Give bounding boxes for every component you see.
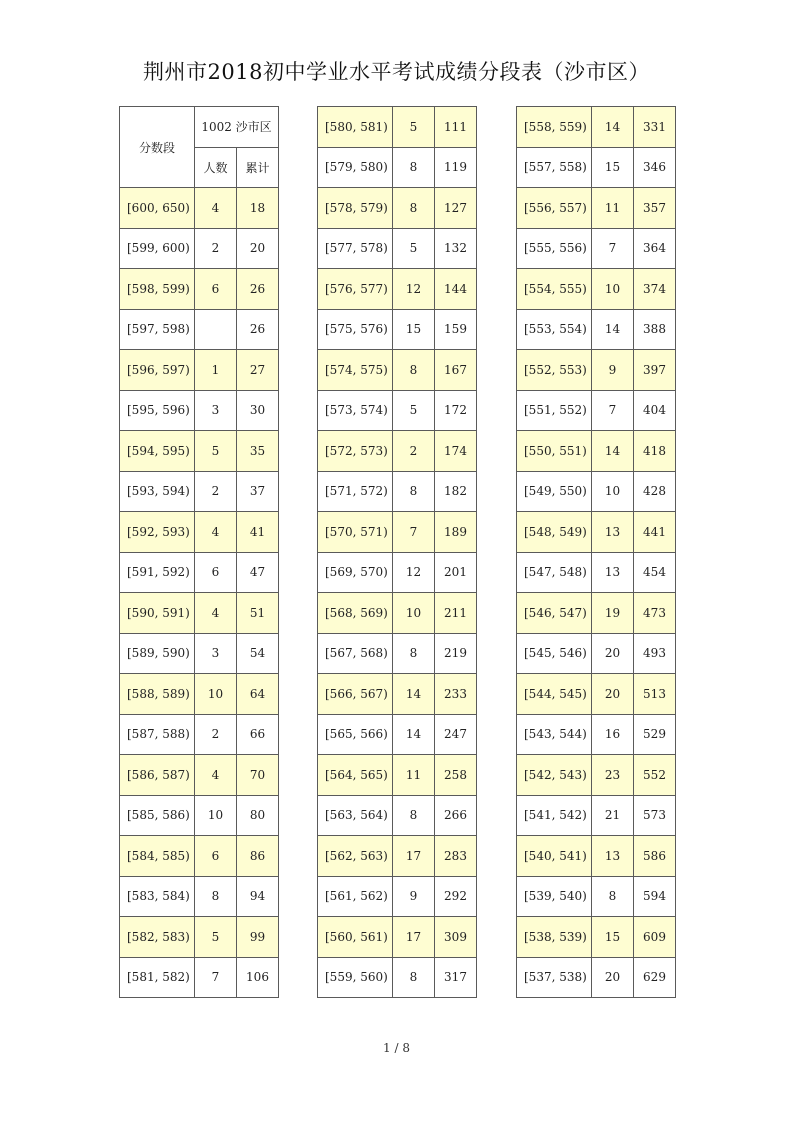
count-cell: 1 (195, 350, 237, 391)
score-range-cell: [570, 571) (318, 512, 393, 553)
score-range-cell: [550, 551) (517, 431, 592, 472)
score-range-cell: [563, 564) (318, 795, 393, 836)
cumulative-cell: 573 (634, 795, 676, 836)
cumulative-cell: 159 (435, 309, 477, 350)
count-cell: 4 (195, 755, 237, 796)
cumulative-cell: 211 (435, 593, 477, 634)
cumulative-cell: 66 (237, 714, 279, 755)
count-cell: 17 (393, 836, 435, 877)
count-cell: 6 (195, 552, 237, 593)
count-cell: 10 (195, 674, 237, 715)
score-range-cell: [548, 549) (517, 512, 592, 553)
count-cell: 4 (195, 188, 237, 229)
score-range-cell: [558, 559) (517, 107, 592, 148)
cumulative-cell: 247 (435, 714, 477, 755)
count-cell: 4 (195, 593, 237, 634)
score-range-cell: [583, 584) (120, 876, 195, 917)
table-row (318, 836, 477, 877)
score-range-cell: [545, 546) (517, 633, 592, 674)
count-cell (195, 309, 237, 350)
count-cell: 17 (393, 917, 435, 958)
table-row (517, 228, 676, 269)
cumulative-cell: 283 (435, 836, 477, 877)
table-row (120, 431, 279, 472)
table-row (120, 593, 279, 634)
table-row (517, 917, 676, 958)
score-range-cell: [580, 581) (318, 107, 393, 148)
table-row (318, 471, 477, 512)
table-row (318, 552, 477, 593)
score-range-cell: [596, 597) (120, 350, 195, 391)
table-row (318, 390, 477, 431)
score-range-cell: [542, 543) (517, 755, 592, 796)
table-row (517, 147, 676, 188)
page-number: 1 / 8 (383, 1041, 410, 1055)
score-range-cell: [589, 590) (120, 633, 195, 674)
cumulative-cell: 258 (435, 755, 477, 796)
count-cell: 12 (393, 552, 435, 593)
cumulative-cell: 30 (237, 390, 279, 431)
table-row (120, 836, 279, 877)
score-range-cell: [588, 589) (120, 674, 195, 715)
count-cell: 14 (592, 309, 634, 350)
table-row (120, 957, 279, 998)
cumulative-cell: 182 (435, 471, 477, 512)
header-count: 人数 (195, 147, 237, 188)
score-range-cell: [571, 572) (318, 471, 393, 512)
cumulative-cell: 26 (237, 309, 279, 350)
table-row (517, 471, 676, 512)
count-cell: 8 (393, 188, 435, 229)
count-cell: 7 (592, 390, 634, 431)
score-range-cell: [562, 563) (318, 836, 393, 877)
cumulative-cell: 364 (634, 228, 676, 269)
score-range-cell: [551, 552) (517, 390, 592, 431)
table-row (517, 755, 676, 796)
table-row (120, 228, 279, 269)
cumulative-cell: 167 (435, 350, 477, 391)
table-row (517, 795, 676, 836)
table-row (120, 876, 279, 917)
count-cell: 19 (592, 593, 634, 634)
table-row (318, 512, 477, 553)
cumulative-cell: 513 (634, 674, 676, 715)
count-cell: 15 (592, 147, 634, 188)
table-row (318, 228, 477, 269)
score-table-2 (317, 106, 477, 998)
table-row (517, 512, 676, 553)
score-range-cell: [541, 542) (517, 795, 592, 836)
score-range-cell: [581, 582) (120, 957, 195, 998)
score-range-cell: [585, 586) (120, 795, 195, 836)
cumulative-cell: 51 (237, 593, 279, 634)
score-range-cell: [568, 569) (318, 593, 393, 634)
count-cell: 7 (393, 512, 435, 553)
cumulative-cell: 41 (237, 512, 279, 553)
score-range-cell: [569, 570) (318, 552, 393, 593)
score-range-cell: [592, 593) (120, 512, 195, 553)
score-range-cell: [567, 568) (318, 633, 393, 674)
score-range-cell: [544, 545) (517, 674, 592, 715)
score-range-cell: [599, 600) (120, 228, 195, 269)
cumulative-cell: 374 (634, 269, 676, 310)
score-range-cell: [575, 576) (318, 309, 393, 350)
count-cell: 3 (195, 390, 237, 431)
score-table-3 (516, 106, 676, 998)
table-row (318, 876, 477, 917)
count-cell: 8 (592, 876, 634, 917)
cumulative-cell: 309 (435, 917, 477, 958)
cumulative-cell: 594 (634, 876, 676, 917)
cumulative-cell: 346 (634, 147, 676, 188)
table-row (517, 350, 676, 391)
count-cell: 14 (592, 431, 634, 472)
score-range-cell: [556, 557) (517, 188, 592, 229)
score-range-cell: [591, 592) (120, 552, 195, 593)
count-cell: 10 (393, 593, 435, 634)
count-cell: 14 (592, 107, 634, 148)
table-row (120, 471, 279, 512)
score-range-cell: [582, 583) (120, 917, 195, 958)
cumulative-cell: 317 (435, 957, 477, 998)
cumulative-cell: 106 (237, 957, 279, 998)
cumulative-cell: 64 (237, 674, 279, 715)
count-cell: 8 (195, 876, 237, 917)
table-row (318, 633, 477, 674)
table-row (120, 269, 279, 310)
cumulative-cell: 397 (634, 350, 676, 391)
count-cell: 7 (592, 228, 634, 269)
cumulative-cell: 189 (435, 512, 477, 553)
cumulative-cell: 428 (634, 471, 676, 512)
table-row (318, 714, 477, 755)
score-range-cell: [543, 544) (517, 714, 592, 755)
table-row (517, 188, 676, 229)
score-range-cell: [587, 588) (120, 714, 195, 755)
table-row (517, 431, 676, 472)
table-row (318, 147, 477, 188)
count-cell: 14 (393, 714, 435, 755)
table-row (517, 836, 676, 877)
cumulative-cell: 127 (435, 188, 477, 229)
table-row (120, 795, 279, 836)
score-range-cell: [560, 561) (318, 917, 393, 958)
table-row (517, 269, 676, 310)
count-cell: 2 (393, 431, 435, 472)
table-row (120, 512, 279, 553)
count-cell: 8 (393, 957, 435, 998)
count-cell: 15 (592, 917, 634, 958)
cumulative-cell: 473 (634, 593, 676, 634)
count-cell: 16 (592, 714, 634, 755)
table-row (120, 674, 279, 715)
count-cell: 20 (592, 957, 634, 998)
count-cell: 3 (195, 633, 237, 674)
cumulative-cell: 86 (237, 836, 279, 877)
score-range-cell: [559, 560) (318, 957, 393, 998)
score-range-cell: [561, 562) (318, 876, 393, 917)
count-cell: 8 (393, 795, 435, 836)
table-row (517, 633, 676, 674)
cumulative-cell: 27 (237, 350, 279, 391)
count-cell: 5 (393, 107, 435, 148)
count-cell: 5 (393, 390, 435, 431)
score-range-cell: [546, 547) (517, 593, 592, 634)
cumulative-cell: 47 (237, 552, 279, 593)
cumulative-cell: 493 (634, 633, 676, 674)
cumulative-cell: 37 (237, 471, 279, 512)
header-group: 1002 沙市区 (195, 107, 279, 148)
count-cell: 6 (195, 269, 237, 310)
table-row (318, 674, 477, 715)
table-row (318, 350, 477, 391)
table-row (318, 107, 477, 148)
count-cell: 5 (195, 917, 237, 958)
count-cell: 4 (195, 512, 237, 553)
cumulative-cell: 26 (237, 269, 279, 310)
cumulative-cell: 144 (435, 269, 477, 310)
count-cell: 11 (592, 188, 634, 229)
table-row (318, 431, 477, 472)
cumulative-cell: 201 (435, 552, 477, 593)
count-cell: 20 (592, 633, 634, 674)
count-cell: 9 (592, 350, 634, 391)
cumulative-cell: 99 (237, 917, 279, 958)
score-range-cell: [549, 550) (517, 471, 592, 512)
table-row (120, 350, 279, 391)
score-range-cell: [598, 599) (120, 269, 195, 310)
count-cell: 15 (393, 309, 435, 350)
cumulative-cell: 629 (634, 957, 676, 998)
table-row (318, 269, 477, 310)
table-row (318, 309, 477, 350)
score-range-cell: [586, 587) (120, 755, 195, 796)
count-cell: 5 (195, 431, 237, 472)
header-range: 分数段 (120, 107, 195, 188)
count-cell: 7 (195, 957, 237, 998)
table-row (318, 188, 477, 229)
cumulative-cell: 20 (237, 228, 279, 269)
count-cell: 11 (393, 755, 435, 796)
score-range-cell: [595, 596) (120, 390, 195, 431)
cumulative-cell: 454 (634, 552, 676, 593)
table-row (120, 390, 279, 431)
score-range-cell: [600, 650) (120, 188, 195, 229)
cumulative-cell: 111 (435, 107, 477, 148)
cumulative-cell: 609 (634, 917, 676, 958)
table-row (318, 917, 477, 958)
cumulative-cell: 174 (435, 431, 477, 472)
table-row (120, 633, 279, 674)
table-row (318, 755, 477, 796)
table-row (318, 795, 477, 836)
count-cell: 5 (393, 228, 435, 269)
table-row (120, 755, 279, 796)
table-row (120, 917, 279, 958)
cumulative-cell: 70 (237, 755, 279, 796)
score-range-cell: [552, 553) (517, 350, 592, 391)
count-cell: 13 (592, 836, 634, 877)
count-cell: 10 (195, 795, 237, 836)
count-cell: 2 (195, 714, 237, 755)
score-range-cell: [572, 573) (318, 431, 393, 472)
page-title: 荆州市2018初中学业水平考试成绩分段表（沙市区） (143, 60, 650, 84)
cumulative-cell: 18 (237, 188, 279, 229)
table-row (517, 390, 676, 431)
cumulative-cell: 266 (435, 795, 477, 836)
score-range-cell: [540, 541) (517, 836, 592, 877)
score-range-cell: [539, 540) (517, 876, 592, 917)
count-cell: 12 (393, 269, 435, 310)
score-range-cell: [565, 566) (318, 714, 393, 755)
count-cell: 13 (592, 512, 634, 553)
count-cell: 2 (195, 228, 237, 269)
score-range-cell: [554, 555) (517, 269, 592, 310)
score-range-cell: [537, 538) (517, 957, 592, 998)
table-row (318, 957, 477, 998)
cumulative-cell: 418 (634, 431, 676, 472)
count-cell: 14 (393, 674, 435, 715)
count-cell: 8 (393, 147, 435, 188)
cumulative-cell: 172 (435, 390, 477, 431)
count-cell: 9 (393, 876, 435, 917)
cumulative-cell: 94 (237, 876, 279, 917)
table-row (517, 714, 676, 755)
count-cell: 2 (195, 471, 237, 512)
score-range-cell: [557, 558) (517, 147, 592, 188)
cumulative-cell: 388 (634, 309, 676, 350)
table-row (517, 552, 676, 593)
cumulative-cell: 219 (435, 633, 477, 674)
score-range-cell: [579, 580) (318, 147, 393, 188)
table-row (517, 107, 676, 148)
cumulative-cell: 404 (634, 390, 676, 431)
cumulative-cell: 529 (634, 714, 676, 755)
cumulative-cell: 35 (237, 431, 279, 472)
score-range-cell: [553, 554) (517, 309, 592, 350)
score-range-cell: [584, 585) (120, 836, 195, 877)
cumulative-cell: 292 (435, 876, 477, 917)
count-cell: 8 (393, 633, 435, 674)
score-range-cell: [597, 598) (120, 309, 195, 350)
count-cell: 10 (592, 471, 634, 512)
table-row (120, 552, 279, 593)
score-range-cell: [576, 577) (318, 269, 393, 310)
cumulative-cell: 54 (237, 633, 279, 674)
score-range-cell: [566, 567) (318, 674, 393, 715)
score-range-cell: [577, 578) (318, 228, 393, 269)
score-table-1 (119, 106, 279, 998)
cumulative-cell: 233 (435, 674, 477, 715)
count-cell: 20 (592, 674, 634, 715)
table-row (517, 674, 676, 715)
cumulative-cell: 586 (634, 836, 676, 877)
score-range-cell: [538, 539) (517, 917, 592, 958)
cumulative-cell: 357 (634, 188, 676, 229)
score-range-cell: [555, 556) (517, 228, 592, 269)
score-range-cell: [564, 565) (318, 755, 393, 796)
score-range-cell: [578, 579) (318, 188, 393, 229)
table-row (517, 593, 676, 634)
count-cell: 8 (393, 350, 435, 391)
table-row (318, 593, 477, 634)
count-cell: 13 (592, 552, 634, 593)
count-cell: 8 (393, 471, 435, 512)
count-cell: 23 (592, 755, 634, 796)
cumulative-cell: 441 (634, 512, 676, 553)
table-row (517, 309, 676, 350)
table-row (120, 309, 279, 350)
count-cell: 6 (195, 836, 237, 877)
count-cell: 10 (592, 269, 634, 310)
table-row (120, 714, 279, 755)
score-range-cell: [547, 548) (517, 552, 592, 593)
cumulative-cell: 552 (634, 755, 676, 796)
table-row (120, 188, 279, 229)
score-range-cell: [574, 575) (318, 350, 393, 391)
count-cell: 21 (592, 795, 634, 836)
header-cumulative: 累计 (237, 147, 279, 188)
table-row (517, 957, 676, 998)
cumulative-cell: 331 (634, 107, 676, 148)
cumulative-cell: 132 (435, 228, 477, 269)
cumulative-cell: 80 (237, 795, 279, 836)
score-range-cell: [573, 574) (318, 390, 393, 431)
score-range-cell: [594, 595) (120, 431, 195, 472)
score-range-cell: [590, 591) (120, 593, 195, 634)
cumulative-cell: 119 (435, 147, 477, 188)
table-row (517, 876, 676, 917)
score-range-cell: [593, 594) (120, 471, 195, 512)
